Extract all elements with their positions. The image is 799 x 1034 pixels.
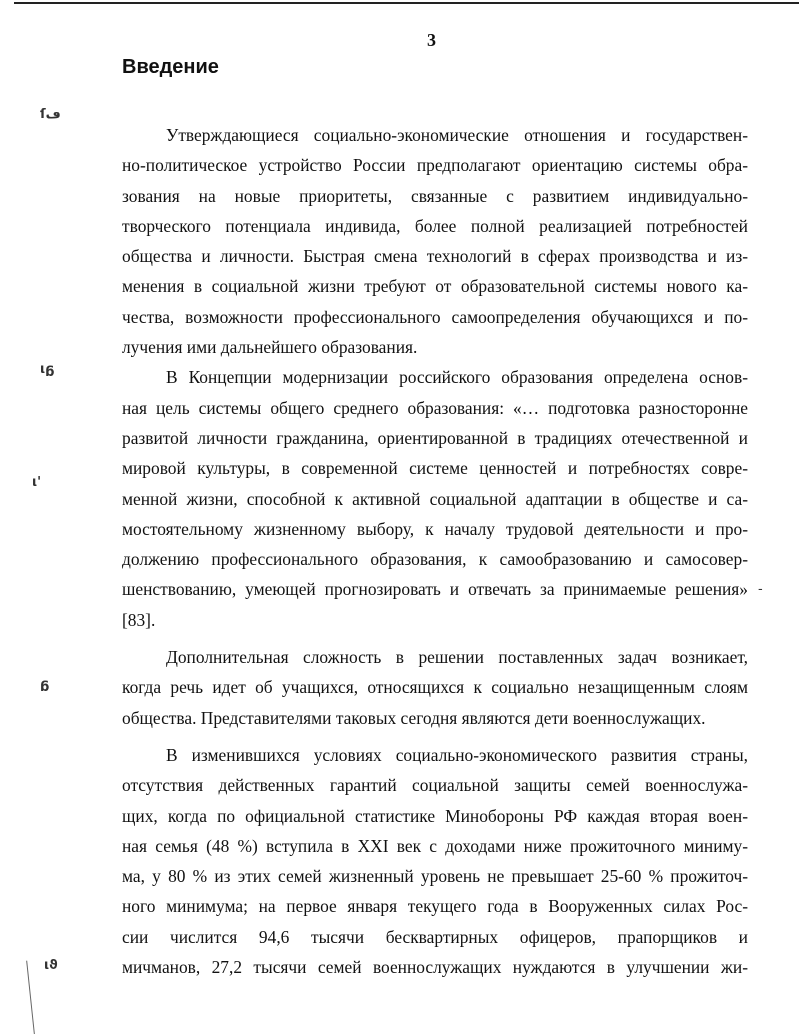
paragraph [122,362,748,635]
text-line: щих, когда по официальной статистике Минобороны РФ каждая вторая воен- [122,805,748,826]
text-line: В Концепции модернизации российского образования определена основ- [166,367,748,388]
text-line: менной жизни, способной к активной социальной адаптации в обществе и са- [122,488,748,509]
document-body [122,120,748,982]
text-line: менения в социальной жизни требуют от образовательной системы нового ка- [122,276,748,297]
text-line: шенствованию, умеющей прогнозировать и отвечать за принимаемые решения» [122,579,748,600]
text-line: [83]. [122,609,156,630]
text-line: когда речь идет об учащихся, относящихся к социально незащищенным слоям [122,677,748,698]
page-title: Введение [122,56,219,78]
text-line: общества и личности. Быстрая смена технологий в сферах производства и из- [122,246,748,267]
text-line: лучения ими дальнейшего образования. [122,337,418,358]
margin-mark: ſڡ [40,107,61,122]
text-line: ная семья (48 %) вступила в XXI век с доходами ниже прожиточного минимy- [122,835,748,856]
text-line: ная цель системы общего среднего образования: «… подготовка разносторонне [122,397,748,418]
text-line: чества, возможности профессионального самоопределения обучающихся и по- [122,306,748,327]
paragraph [122,642,748,733]
text-line: зования на новые приоритеты, связанные с развитием индивидуально- [122,185,748,206]
text-line: мостоятельному жизненному выбору, к началу трудовой деятельности и про- [122,518,748,539]
margin-mark: ιϑ [44,958,58,973]
text-line: В изменившихся условиях социально-экономического развития страны, [166,744,748,765]
margin-mark: ᵷ [40,677,50,692]
text-line: но-политическое устройство России предполагают ориентацию системы обра- [122,155,748,176]
margin-mark: ι' [32,475,42,490]
top-scan-edge [14,2,799,4]
paragraph [122,740,748,982]
margin-mark: ιᵷ [40,362,55,377]
text-line: отсутствия действенных гарантий социальной защиты семей военнослужа- [122,775,748,796]
margin-mark: - [758,582,763,597]
text-line: мировой культуры, в современной системе ценностей и потребностях совре- [122,458,748,479]
text-line: мичманов, 27,2 тысячи семей военнослужащих нуждаются в улучшении жи- [122,957,748,978]
text-line: ного минимума; на первое января текущего года в Вооруженных силах Рос- [122,896,748,917]
text-line: ма, у 80 % из этих семей жизненный уровень не превышает 25-60 % прожиточ- [122,866,748,887]
text-line: должению профессионального образования, к самообразованию и самосовер- [122,549,748,570]
text-line: сии числится 94,6 тысячи бесквартирных офицеров, прапорщиков и [122,926,748,947]
paragraph [122,120,748,362]
text-line: развитой личности гражданина, ориентированной в традициях отечественной и [122,427,748,448]
page-number: 3 [427,30,436,50]
text-line: общества. Представителями таковых сегодня являются дети военнослужащих. [122,707,706,728]
text-line: творческого потенциала индивида, более полной реализацией потребностей [122,215,748,236]
text-line: Утверждающиеся социально-экономические отношения и государствен- [166,125,748,145]
scan-artifact [26,960,45,1034]
text-line: Дополнительная сложность в решении поставленных задач возникает, [166,647,748,668]
